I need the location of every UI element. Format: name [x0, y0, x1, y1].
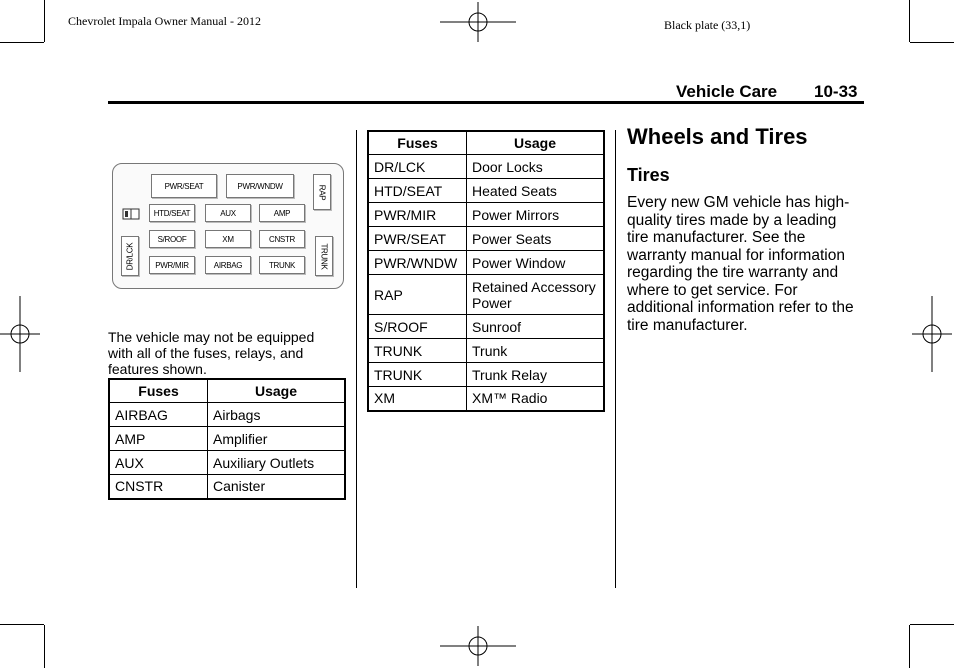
- fuse-dr-lck-label: DR/LCK: [125, 242, 135, 270]
- fuse-trunk-relay: [315, 236, 333, 276]
- crop-mark: [909, 0, 910, 42]
- column-divider: [356, 130, 357, 588]
- fuse-rap-label: RAP: [317, 184, 327, 200]
- article-body: Every new GM vehicle has high-quality tires made by a leading tire manufacturer. See the warranty manual for information regarding the tire warranty and where to get service. For additional information refer to the tire manufacturer.: [627, 194, 854, 334]
- fuse-cnstr: CNSTR: [259, 230, 305, 248]
- page-number: 10-33: [814, 82, 858, 101]
- fuse-cell: XM: [368, 387, 467, 411]
- fuse-amp: AMP: [259, 204, 305, 222]
- fuse-cell: PWR/MIR: [368, 203, 467, 227]
- usage-cell: Power Mirrors: [467, 203, 605, 227]
- fuse-xm: XM: [205, 230, 251, 248]
- manual-title: Chevrolet Impala Owner Manual - 2012: [68, 14, 261, 28]
- equipment-note: The vehicle may not be equipped with all of the fuses, relays, and features shown.: [108, 329, 315, 377]
- registration-mark-top: [440, 2, 516, 42]
- usage-cell: Auxiliary Outlets: [208, 451, 346, 475]
- header-rule: [108, 101, 864, 104]
- fuse-cell: PWR/SEAT: [368, 227, 467, 251]
- table-row: [109, 427, 345, 451]
- table-header-row: [368, 131, 604, 155]
- column-header-usage: Usage: [467, 131, 605, 155]
- fuse-cell: HTD/SEAT: [368, 179, 467, 203]
- fuse-rap: [313, 174, 331, 210]
- fuse-cell: S/ROOF: [368, 315, 467, 339]
- usage-cell: Amplifier: [208, 427, 346, 451]
- fuse-cell: TRUNK: [368, 339, 467, 363]
- table-row: [109, 451, 345, 475]
- manual-book-icon: [122, 208, 140, 220]
- table-row: [368, 203, 604, 227]
- article-title: Wheels and Tires: [627, 124, 808, 149]
- fuse-cell: RAP: [368, 275, 467, 315]
- table-row: [109, 475, 345, 499]
- crop-mark: [0, 42, 44, 43]
- table-row: [368, 363, 604, 387]
- crop-mark: [44, 625, 45, 668]
- table-row: [368, 155, 604, 179]
- table-row: [368, 339, 604, 363]
- fuse-trunk-relay-label: TRUNK: [319, 242, 329, 270]
- column-header-fuses: Fuses: [368, 131, 467, 155]
- table-header-row: [109, 379, 345, 403]
- fuse-trunk: TRUNK: [259, 256, 305, 274]
- fuse-block-diagram: [112, 163, 344, 289]
- usage-cell: Sunroof: [467, 315, 605, 339]
- fuse-table-2: [367, 130, 605, 412]
- fuse-cell: AIRBAG: [109, 403, 208, 427]
- fuse-aux: AUX: [205, 204, 251, 222]
- usage-cell: Door Locks: [467, 155, 605, 179]
- table-row: [368, 315, 604, 339]
- fuse-cell: PWR/WNDW: [368, 251, 467, 275]
- fuse-pwr-mir: PWR/MIR: [149, 256, 195, 274]
- table-row: [368, 275, 604, 315]
- fuse-pwr-seat: PWR/SEAT: [151, 174, 217, 198]
- usage-cell: XM™ Radio: [467, 387, 605, 411]
- fuse-table-1: [108, 378, 346, 500]
- crop-mark: [909, 625, 910, 668]
- usage-cell: Trunk: [467, 339, 605, 363]
- article-subtitle: Tires: [627, 165, 670, 185]
- crop-mark: [44, 0, 45, 42]
- fuse-pwr-wndw: PWR/WNDW: [226, 174, 294, 198]
- table-row: [368, 387, 604, 411]
- usage-cell: Trunk Relay: [467, 363, 605, 387]
- fuse-cell: TRUNK: [368, 363, 467, 387]
- fuse-cell: AUX: [109, 451, 208, 475]
- table-row: [368, 251, 604, 275]
- table-row: [368, 227, 604, 251]
- usage-cell: Power Window: [467, 251, 605, 275]
- plate-label: Black plate (33,1): [664, 18, 751, 32]
- usage-cell: Retained Accessory Power: [467, 275, 605, 315]
- fuse-cell: AMP: [109, 427, 208, 451]
- table-row: [368, 179, 604, 203]
- fuse-airbag: AIRBAG: [205, 256, 251, 274]
- usage-cell: Power Seats: [467, 227, 605, 251]
- fuse-cell: DR/LCK: [368, 155, 467, 179]
- crop-mark: [910, 624, 954, 625]
- fuse-dr-lck: [121, 236, 139, 276]
- table-row: [109, 403, 345, 427]
- section-title: Vehicle Care: [676, 82, 778, 101]
- column-header-fuses: Fuses: [109, 379, 208, 403]
- fuse-cell: CNSTR: [109, 475, 208, 499]
- fuse-s-roof: S/ROOF: [149, 230, 195, 248]
- registration-mark-right: [912, 296, 952, 372]
- fuse-htd-seat: HTD/SEAT: [149, 204, 195, 222]
- column-header-usage: Usage: [208, 379, 346, 403]
- crop-mark: [910, 42, 954, 43]
- column-divider: [615, 130, 616, 588]
- crop-mark: [0, 624, 44, 625]
- registration-mark-bottom: [440, 626, 516, 666]
- usage-cell: Canister: [208, 475, 346, 499]
- usage-cell: Heated Seats: [467, 179, 605, 203]
- usage-cell: Airbags: [208, 403, 346, 427]
- registration-mark-left: [0, 296, 40, 372]
